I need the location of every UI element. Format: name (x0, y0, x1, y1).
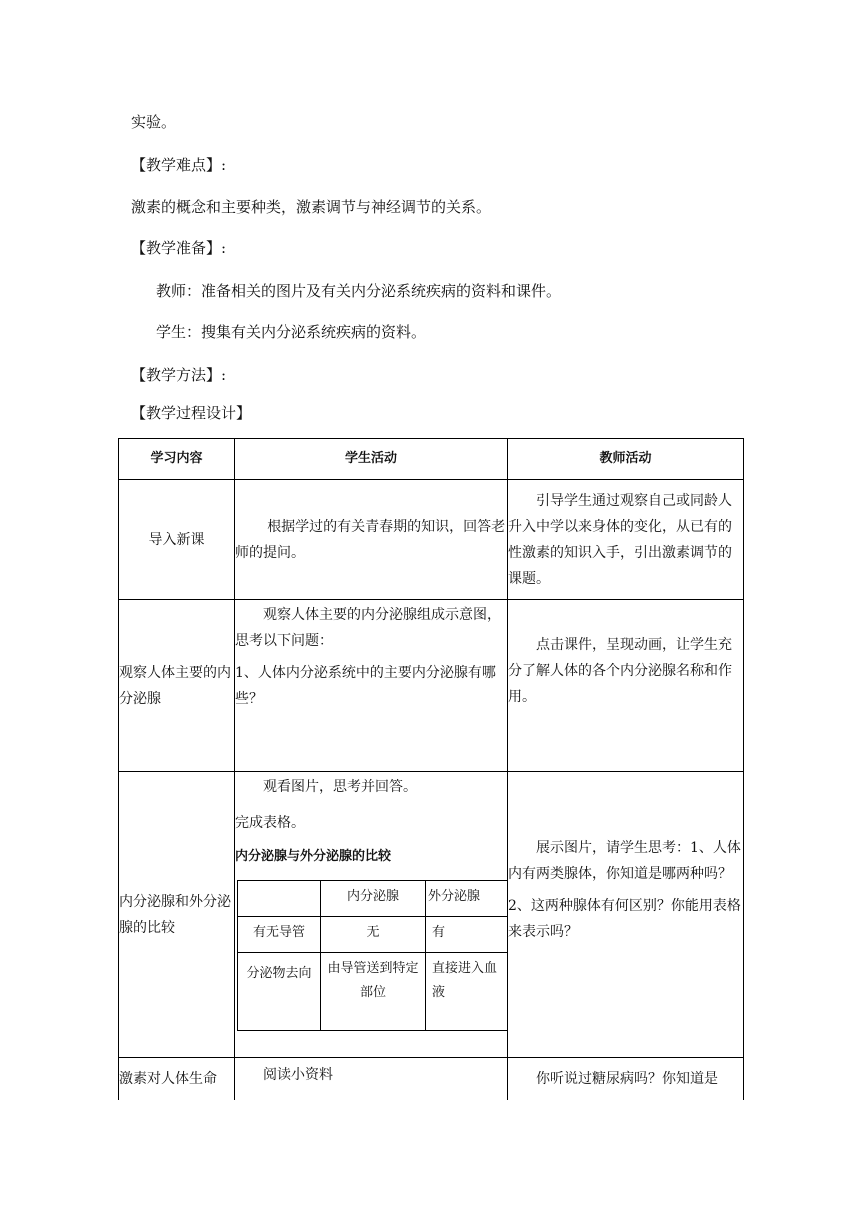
cell-text: 阅读小资料 (263, 1067, 333, 1083)
cell-text: 引导学生通过观察自己或同龄人升入中学以来身体的变化，从已有的性激素的知识入手，引出激素调节的课题。 (508, 492, 732, 587)
heading-teaching-method: 【教学方法】: (131, 366, 227, 384)
cell-student (235, 600, 508, 772)
cell-student (235, 480, 508, 600)
cell-teacher (508, 480, 744, 600)
cell-text: 1、人体内分泌系统中的主要内分泌腺有哪些？ (235, 665, 496, 707)
cell-text: 展示图片，请学生思考：1、人体内有两类腺体，你知道是哪两种吗？ (508, 839, 741, 882)
heading-teaching-process: 【教学过程设计】 (131, 404, 252, 422)
comparison-table-caption: 内分泌腺与外分泌腺的比较 (235, 849, 392, 864)
heading-teaching-difficulty: 【教学难点】: (131, 156, 227, 174)
gland-comparison-table (237, 880, 508, 1031)
cell-teacher (508, 772, 744, 1058)
table-cell: 由导管送到特定部位 (321, 953, 426, 1031)
table-cell: 直接进入血液 (426, 953, 508, 1031)
table-row (238, 953, 508, 1031)
cell-content: 导入新课 (119, 480, 235, 600)
table-cell: 内分泌腺 (321, 881, 426, 917)
table-cell: 无 (321, 917, 426, 953)
table-header-row (119, 439, 744, 480)
text-student-prep: 学生：搜集有关内分泌系统疾病的资料。 (156, 323, 427, 341)
cell-content: 内分泌腺和外分泌腺的比较 (119, 772, 235, 1058)
cell-student (235, 1058, 508, 1100)
table-row (119, 1058, 744, 1100)
text-difficulty: 激素的概念和主要种类，激素调节与神经调节的关系。 (131, 198, 492, 216)
cell-teacher (508, 600, 744, 772)
header-content: 学习内容 (119, 439, 235, 480)
table-row (238, 881, 508, 917)
cell-teacher (508, 1058, 744, 1100)
cell-text: 根据学过的有关青春期的知识，回答老师的提问。 (235, 518, 506, 561)
header-student: 学生活动 (235, 439, 508, 480)
text-teacher-prep: 教师：准备相关的图片及有关内分泌系统疾病的资料和课件。 (156, 282, 562, 300)
table-cell (238, 881, 321, 917)
cell-text: 点击课件，呈现动画，让学生充分了解人体的各个内分泌腺名称和作用。 (508, 636, 732, 705)
text-line-experiment: 实验。 (131, 113, 177, 131)
table-cell: 分泌物去向 (238, 953, 321, 1031)
table-row (119, 772, 744, 1058)
lesson-plan-table (118, 438, 744, 1100)
cell-text: 2、这两种腺体有何区别？你能用表格来表示吗？ (508, 897, 741, 940)
table-cell: 有无导管 (238, 917, 321, 953)
table-row (119, 600, 744, 772)
cell-text: 完成表格。 (235, 815, 305, 831)
cell-text: 观看图片，思考并回答。 (263, 779, 417, 795)
heading-teaching-preparation: 【教学准备】: (131, 239, 227, 257)
table-cell: 外分泌腺 (426, 881, 508, 917)
cell-text: 你听说过糖尿病吗？你知道是 (536, 1071, 718, 1087)
cell-content: 观察人体主要的内分泌腺 (119, 600, 235, 772)
cell-student (235, 772, 508, 1058)
cell-content: 激素对人体生命 (119, 1058, 235, 1100)
table-row (238, 917, 508, 953)
table-row (119, 480, 744, 600)
table-cell: 有 (426, 917, 508, 953)
header-teacher: 教师活动 (508, 439, 744, 480)
cell-text: 观察人体主要的内分泌腺组成示意图，思考以下问题： (235, 607, 501, 649)
